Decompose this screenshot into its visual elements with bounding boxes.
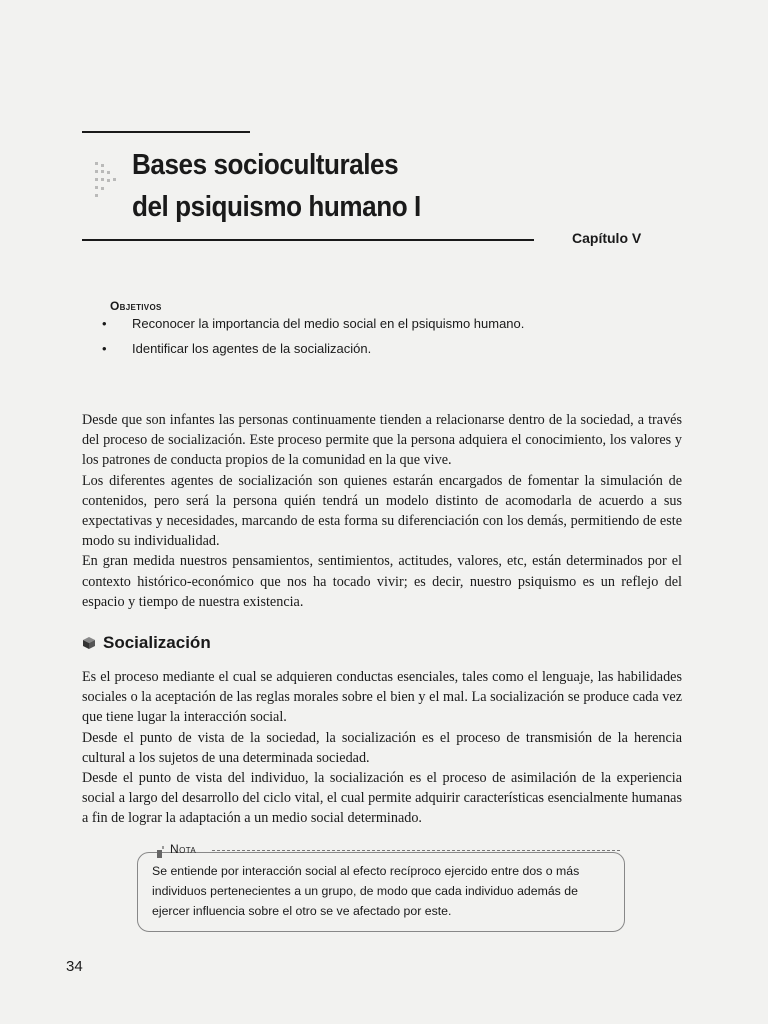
objective-text: Identificar los agentes de la socialización. [132,341,372,356]
objectives-list [100,314,620,364]
decorative-grid-icon [95,162,117,206]
objective-item [100,339,620,364]
objective-item [100,314,620,339]
note-text: Se entiende por interacción social al efecto recíproco ejercido entre dos o más individuos pertenecientes a un grupo, de modo que cada individuo además de ejercer influencia sobre el otro se ve afectado por este. [152,864,580,918]
page-number: 34 [66,958,83,975]
intro-paragraph: Los diferentes agentes de socialización son quienes estarán encargados de fomentar la simulación de contenidos, pero será la persona quién tendrá un modelo distinto de acomodarla de acuerdo a sus expectativas y necesidades, marcando de esta forma su diferenciación con los demás, permitiendo de este modo su individualidad. [82,472,682,550]
chapter-title [132,144,546,228]
top-rule [82,131,250,133]
section-paragraph: Desde el punto de vista del individuo, la socialización es el proceso de asimilación de la experiencia social a largo del desarrollo del ciclo vital, el cual permite adquirir características esencialmente humanas a fin de lograr la adaptación a un medio social determinado. [82,770,682,827]
section-paragraph: Desde el punto de vista de la sociedad, la socialización es el proceso de transmisión de la herencia cultural a los sujetos de una determinada sociedad. [82,729,682,766]
section-paragraph: Es el proceso mediante el cual se adquieren conductas esenciales, tales como el lenguaje, las habilidades sociales o la aceptación de las reglas morales sobre el bien y el mal. La socialización se produce cada vez que tiene lugar la interacción social. [82,669,682,726]
section-heading: Socialización [103,633,211,652]
note-marker-icon [155,846,165,860]
section-text [82,667,682,829]
bullet-icon: • [102,341,107,356]
note-label: Nota [170,842,197,856]
bullet-icon: • [102,316,107,331]
note-divider [212,850,620,851]
intro-text [82,410,682,612]
title-rule [82,239,534,241]
chapter-title-line-2: del psiquismo humano I [132,191,421,223]
intro-paragraph: Desde que son infantes las personas continuamente tienden a relacionarse dentro de la sociedad, a través del proceso de socialización. Este proceso permite que la persona adquiera el conocimiento, los valores y los patrones de conducta propios de la comunidad en la que vive. [82,412,682,469]
section-cube-icon [82,636,96,650]
chapter-title-line-1: Bases socioculturales [132,149,399,181]
chapter-label: Capítulo V [572,230,642,246]
intro-paragraph: En gran medida nuestros pensamientos, sentimientos, actitudes, valores, etc, están determinados por el contexto histórico-económico que nos ha tocado vivir; es decir, nuestro psiquismo es un reflejo del espacio y tiempo de nuestra existencia. [82,553,682,610]
objectives-heading: Objetivos [110,299,162,313]
objective-text: Reconocer la importancia del medio social en el psiquismo humano. [132,316,525,331]
